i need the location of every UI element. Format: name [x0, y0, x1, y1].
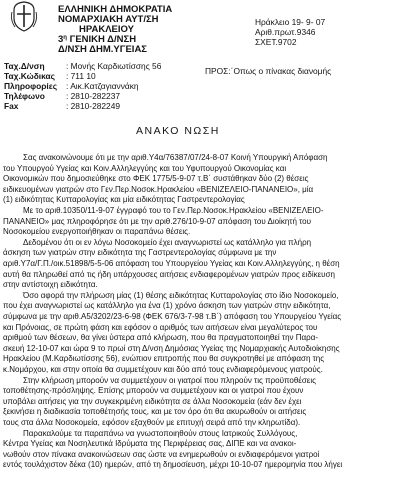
- body-text: [0, 153, 401, 480]
- document-date: Ηράκλειο 19- 9- 07: [255, 17, 326, 27]
- protocol-number: Αριθ.πρωτ.9346: [255, 27, 316, 37]
- body-line: αριθμού των θέσεων, θα γίνει ύστερα από κλήρωση, που θα πραγματοποιηθεί την Παρα-: [3, 333, 318, 343]
- body-line: σύμφωνα με την αριθ.Α5/3202/23-6-98 (ΦΕΚ 676/3-7-98 τ.Β΄) απόφαση του Υπουργείου Υγείας: [3, 312, 342, 321]
- body-line: στην αντίστοιχη ειδικότητα.: [3, 280, 98, 290]
- body-line: Ηρακλείου (Μ.Καρδιωτίσσης 56), ενώπιον επιτροπής που θα συγκροτηθεί με απόφαση της: [3, 354, 325, 364]
- phone-value: : 2810-282237: [66, 91, 121, 101]
- zip-value: : 711 10: [66, 71, 96, 81]
- body-line: τοποθέτησης-πρόσληψης. Επίσης μπορούν να συμμετέχουν και οι γιατροί που έχουν: [3, 386, 304, 396]
- body-line: Σας ανακοινώνουμε ότι με την αριθ.Υ4α/76387/07/24-8-07 Κοινή Υπουργική Απόφαση: [23, 153, 328, 162]
- body-line: ΠΑΝΑΝΕΙΟ» μας πληροφόρησε ότι με την αριθ.276/10-9-07 απόφαση του Διοίκητή του: [3, 216, 311, 226]
- body-line: Κέντρα Υγείας και Νοσηλευτικά Ιδρύματα της Περιφέρειας σας, ΔΙΠΕ και να ανακοι-: [3, 439, 297, 449]
- phone-label: Τηλέφωνο: [4, 91, 45, 101]
- body-line: αριθ.Υ7α/Γ.Π./οικ.51898/5-5-06 απόφαση του Υπουργείου Υγείας και Κοιν.Αλληλεγγύης, η θέση: [3, 259, 340, 268]
- address-label: Ταχ.Δ/νση: [4, 61, 45, 71]
- header-line-1: ΕΛΛΗΝΙΚΗ ΔΗΜΟΚΡΑΤΙΑ: [58, 4, 173, 15]
- body-line: Νοσοκομείου ενεργοποιήθηκαν οι παραπάνω θέσεις.: [3, 227, 191, 237]
- info-value: : Αικ.Κατζαγιαννάκη: [66, 81, 139, 91]
- header-line-4: $3^\eta$ ΓΕΝΙΚΗ Δ/ΝΣΗ: [58, 34, 137, 45]
- body-line: Δεδομένου ότι οι εν λόγω Νοσοκομείο έχει αναγνωριστεί ως κατάλληλο για πλήρη: [23, 237, 312, 247]
- recipient: ΠΡΟΣ:΄Οπως ο πίνακας διανομής: [205, 66, 332, 76]
- body-line: ξεκινήσει η διαδικασία τοποθέτησής τους, και με τον όρο ότι θα ακυρωθούν οι αιτήσεις: [3, 407, 307, 417]
- body-line: νωθούν στον πίνακα ανακοινώσεων σας ώστε να ενημερωθούν οι ενδιαφερόμενοι γιατροί: [3, 449, 320, 459]
- header-line-2: ΝΟΜΑΡΧΙΑΚΗ ΑΥΤ/ΣΗ: [58, 14, 159, 25]
- info-label: Πληροφορίες: [4, 81, 58, 91]
- zip-label: Ταχ.Κώδικας: [4, 71, 56, 81]
- body-line: σκευή 12-10-07 και ώρα 9 το πρωί στη Δ/νση Δημόσιας Υγείας της Νομαρχιακής Αυτοδιοίκησης: [3, 343, 340, 353]
- body-line: του Υπουργού Υγείας και Κοιν.Αλληλεγγύης και του Υφυπουργού Οικονομίας και: [3, 163, 287, 173]
- body-line: (1) ειδικότητας Κυτταρολογίας και μία ειδικότητας Γαστρεντερολογίας: [3, 195, 245, 205]
- body-line: Με το αριθ.10350/11-9-07 έγγραφό του το Γεν.Περ.Νοσοκ.Ηρακλείου «ΒΕΝΙΖΕΛΕΙΟ-: [23, 206, 324, 215]
- header-line-5: Δ/ΝΣΗ ΔΗΜ.ΥΓΕΙΑΣ: [58, 44, 148, 55]
- address-value: : Μονής Καρδιωτίσσης 56: [66, 61, 162, 71]
- body-line: ειδικευομένων γιατρών στο Γεν.Περ.Νοσοκ.Ηρακλείου «ΒΕΝΙΖΕΛΕΙΟ-ΠΑΝΑΝΕΙΟ», μία: [3, 184, 314, 194]
- body-line: Οικονομικών που δημοσιεύθηκε στο ΦΕΚ 1775/5-9-07 τ.Β΄ συστάθηκαν δύο (2) θέσεις: [3, 174, 309, 184]
- fax-value: : 2810-282249: [66, 101, 121, 111]
- schet-number: ΣΧΕΤ.9702: [255, 37, 297, 47]
- body-line: Όσο αφορά την πλήρωση μίας (1) θέσης ειδικότητας Κυτταρολογίας στο ίδιο Νοσοκομείο,: [23, 290, 339, 300]
- body-line: Στην κλήρωση μπορούν να συμμετέχουν οι γιατροί που πληρούν τις προϋποθέσεις: [23, 375, 316, 385]
- body-line: τους στα άλλα Νοσοκομεία, εφόσον εξαχθούν με επιτυχή σειρά από την κληρωτίδα).: [3, 418, 301, 427]
- body-line: Παρακαλούμε τα παραπάνω να γνωστοποιηθούν στους Ιατρικούς Συλλόγους,: [23, 428, 298, 438]
- body-line: υποβάλει αιτήσεις για την συγκεκριμένη ειδικότητα σε άλλα Νοσοκομεία (εάν δεν έχει: [3, 396, 302, 406]
- body-line: κ.Νομάρχου, και στην οποία θα συμμετέχουν και δύο από τους ενδιαφερόμενους γιατρούς.: [3, 365, 323, 374]
- coat-of-arms-emblem: [10, 0, 38, 32]
- body-line: και Πρόνοιας, σε πρώτη φάση και εφόσον ο αριθμός των αιτήσεων είναι μεγαλύτερος του: [3, 322, 318, 332]
- body-line: που έχει αναγνωριστεί ως κατάλληλο για ένα (1) χρόνο άσκηση των γιατρών στην ειδικότητα,: [3, 301, 331, 311]
- document-title: ΑΝΑΚΟ ΝΩΣΗ: [136, 125, 220, 137]
- body-line: αυτή θα πληρωθεί από τις ήδη υπάρχουσες αιτήσεις ενδιαφερομένων γιατρών προς ειδίκευση: [3, 269, 335, 279]
- header-line-3: ΗΡΑΚΛΕΙΟΥ: [79, 24, 134, 35]
- body-line: άσκηση των γιατρών στην ειδικότητα της Γαστρεντερολογίας σύμφωνα με την: [3, 248, 277, 258]
- body-line: εντός τουλάχιστον δέκα (10) ημερών, από τη δημοσίευση, μέχρι 10-10-07 ημερομηνία που λήγει: [3, 460, 343, 470]
- fax-label: Fax: [4, 101, 19, 111]
